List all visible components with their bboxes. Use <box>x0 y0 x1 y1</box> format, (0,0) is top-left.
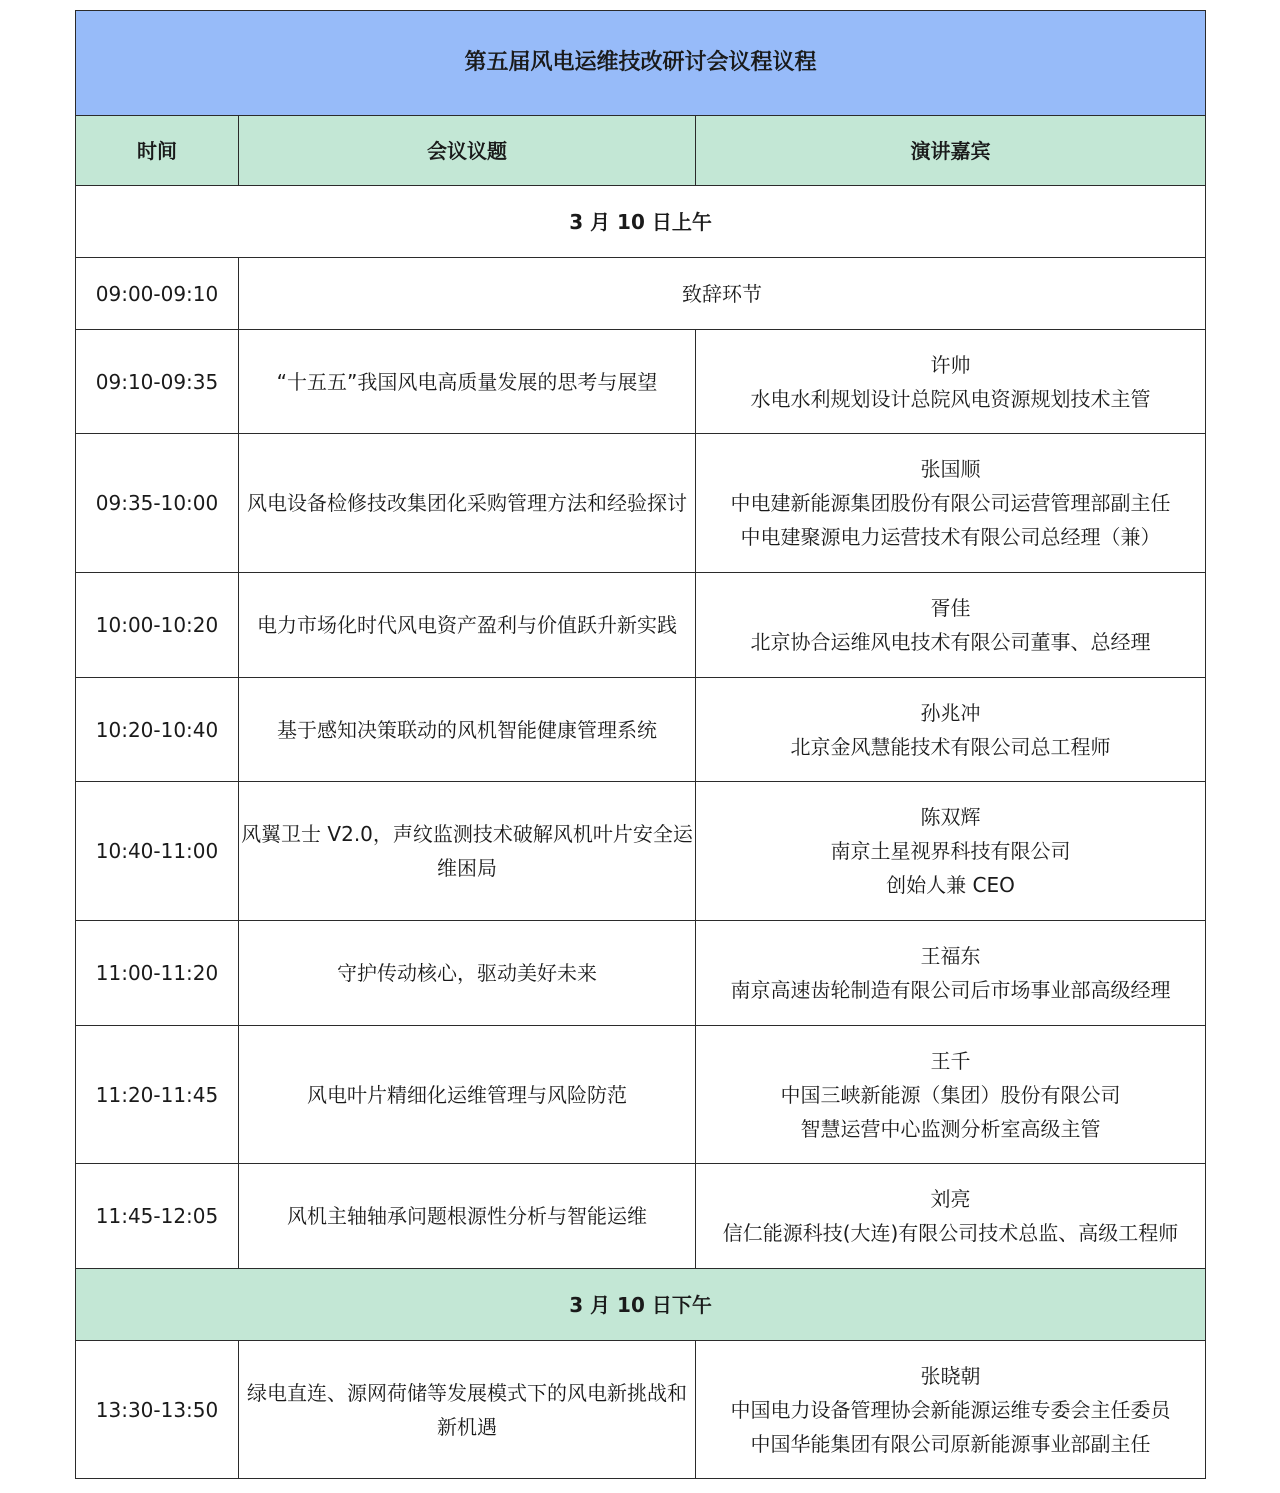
agenda-title: 第五届风电运维技改研讨会议程议程 <box>76 11 1206 116</box>
table-row <box>76 434 1206 573</box>
title-row <box>76 11 1206 116</box>
header-time: 时间 <box>76 116 239 186</box>
speaker-cell <box>696 1164 1206 1269</box>
topic-cell: 风机主轴轴承问题根源性分析与智能运维 <box>239 1164 696 1269</box>
topic-cell: 风电叶片精细化运维管理与风险防范 <box>239 1026 696 1164</box>
topic-cell: “十五五”我国风电高质量发展的思考与展望 <box>239 330 696 434</box>
table-row <box>76 258 1206 330</box>
speaker-cell <box>696 1026 1206 1164</box>
speaker-cell <box>696 921 1206 1026</box>
session-date-row <box>76 1269 1206 1341</box>
topic-cell: 电力市场化时代风电资产盈利与价值跃升新实践 <box>239 573 696 678</box>
header-row <box>76 116 1206 186</box>
topic-cell: 致辞环节 <box>239 258 1206 330</box>
session-date-morning: 3 月 10 日上午 <box>76 186 1206 258</box>
speaker-name: 胥佳 <box>930 596 971 620</box>
speaker-title: 信仁能源科技(大连)有限公司技术总监、高级工程师 <box>722 1221 1179 1245</box>
speaker-name: 王福东 <box>920 944 981 968</box>
time-cell: 11:20-11:45 <box>76 1026 239 1164</box>
speaker-name: 许帅 <box>930 352 971 377</box>
speaker-name: 刘亮 <box>930 1187 971 1211</box>
table-row <box>76 678 1206 782</box>
time-cell: 13:30-13:50 <box>76 1341 239 1479</box>
speaker-cell <box>696 782 1206 921</box>
session-date-afternoon: 3 月 10 日下午 <box>76 1269 1206 1341</box>
topic-cell: 绿电直连、源网荷储等发展模式下的风电新挑战和新机遇 <box>239 1341 696 1479</box>
speaker-name: 张晓朝 <box>920 1363 981 1388</box>
speaker-title: 南京高速齿轮制造有限公司后市场事业部高级经理 <box>730 978 1171 1002</box>
agenda-table <box>75 10 1206 1479</box>
speaker-title: 北京金风慧能技术有限公司总工程师 <box>790 734 1111 759</box>
time-cell: 10:40-11:00 <box>76 782 239 921</box>
time-cell: 09:35-10:00 <box>76 434 239 573</box>
time-cell: 10:00-10:20 <box>76 573 239 678</box>
speaker-cell <box>696 1341 1206 1479</box>
topic-cell: 风电设备检修技改集团化采购管理方法和经验探讨 <box>239 434 696 573</box>
time-cell: 09:00-09:10 <box>76 258 239 330</box>
time-cell: 10:20-10:40 <box>76 678 239 782</box>
table-row <box>76 1341 1206 1479</box>
speaker-cell <box>696 434 1206 573</box>
speaker-title: 中国电力设备管理协会新能源运维专委会主任委员 <box>730 1397 1171 1422</box>
topic-cell: 守护传动核心，驱动美好未来 <box>239 921 696 1026</box>
speaker-name: 张国顺 <box>920 457 981 481</box>
speaker-title: 创始人兼 CEO <box>886 873 1015 897</box>
speaker-title: 南京土星视界科技有限公司 <box>830 839 1071 863</box>
speaker-name: 王千 <box>930 1048 971 1073</box>
speaker-title: 北京协合运维风电技术有限公司董事、总经理 <box>750 630 1151 654</box>
speaker-title: 水电水利规划设计总院风电资源规划技术主管 <box>750 386 1151 411</box>
speaker-title: 中电建聚源电力运营技术有限公司总经理（兼） <box>740 525 1161 549</box>
speaker-name: 孙兆冲 <box>920 700 981 725</box>
speaker-cell <box>696 678 1206 782</box>
table-row <box>76 1026 1206 1164</box>
table-row <box>76 1164 1206 1269</box>
table-row <box>76 330 1206 434</box>
speaker-title: 中国华能集团有限公司原新能源事业部副主任 <box>750 1431 1151 1456</box>
speaker-title: 智慧运营中心监测分析室高级主管 <box>800 1116 1101 1141</box>
speaker-cell <box>696 330 1206 434</box>
topic-cell: 基于感知决策联动的风机智能健康管理系统 <box>239 678 696 782</box>
session-date-row <box>76 186 1206 258</box>
speaker-title: 中电建新能源集团股份有限公司运营管理部副主任 <box>730 491 1171 515</box>
header-topic: 会议议题 <box>239 116 696 186</box>
speaker-title: 中国三峡新能源（集团）股份有限公司 <box>780 1082 1121 1107</box>
table-row <box>76 782 1206 921</box>
time-cell: 11:45-12:05 <box>76 1164 239 1269</box>
table-row <box>76 573 1206 678</box>
speaker-cell <box>696 573 1206 678</box>
topic-cell: 风翼卫士 V2.0，声纹监测技术破解风机叶片安全运维困局 <box>239 782 696 921</box>
time-cell: 11:00-11:20 <box>76 921 239 1026</box>
table-row <box>76 921 1206 1026</box>
time-cell: 09:10-09:35 <box>76 330 239 434</box>
header-speaker: 演讲嘉宾 <box>696 116 1206 186</box>
speaker-name: 陈双辉 <box>920 805 981 829</box>
